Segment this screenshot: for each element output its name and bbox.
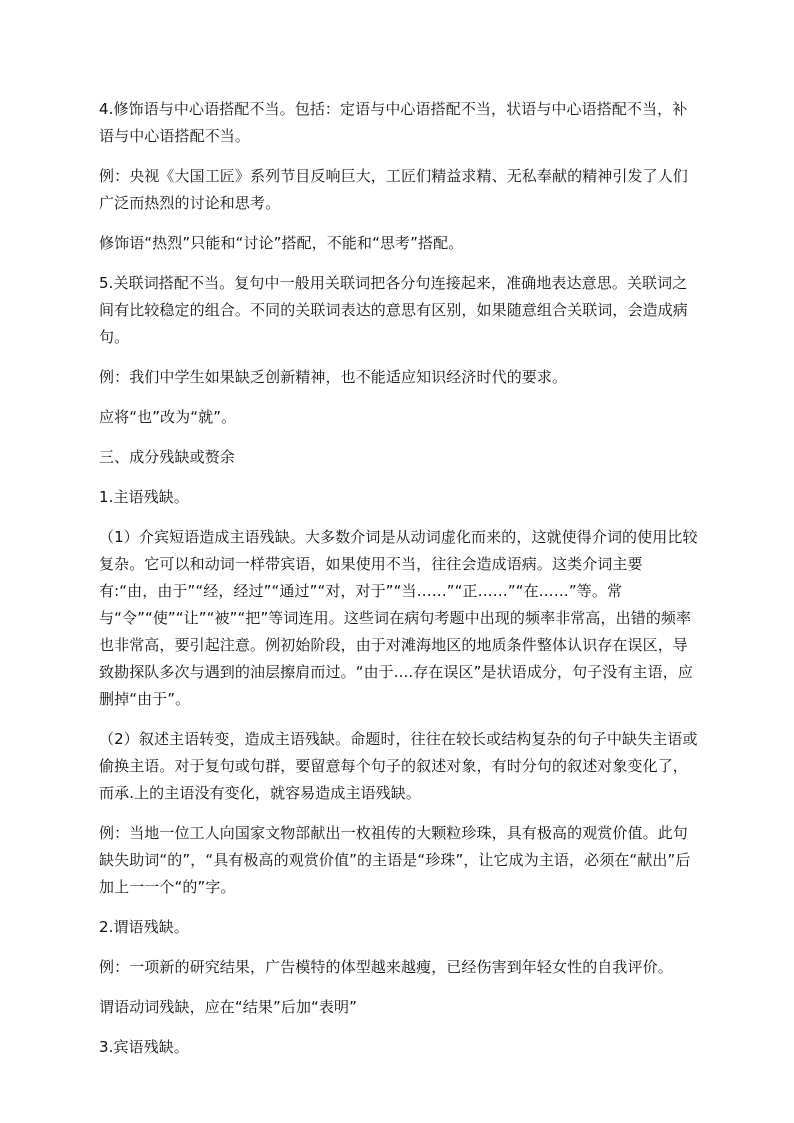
paragraph-subject-shift: （2）叙述主语转变，造成主语残缺。命题时，往往在较长或结构复杂的句子中缺失主语或偷换主语。对于复句或句群，要留意每个句子的叙述对象，有时分句的叙述对象变化了，而承.上的主语没有变化，就容易造成主语残缺。	[99, 730, 698, 802]
section-heading-missing-components: 三、成分残缺或赘余	[99, 448, 235, 466]
paragraph-modifier-note: 修饰语“热烈”只能和“讨论”搭配，不能和“思考”搭配。	[99, 234, 464, 252]
subheading-missing-predicate: 2.谓语残缺。	[99, 918, 190, 936]
subheading-missing-subject: 1.主语残缺。	[99, 488, 190, 506]
document-body	[99, 96, 699, 1074]
paragraph-example-pearl: 例：当地一位工人向国家文物部献出一枚祖传的大颗粒珍珠，具有极高的观赏价值。此句缺失助词“的”，“具有极高的观赏价值”的主语是“珍珠”，让它成为主语，必须在“献出”后加上一一个“的”字。	[99, 824, 691, 896]
paragraph-modifier-mismatch: 4.修饰语与中心语搭配不当。包括：定语与中心语搭配不当，状语与中心语搭配不当，补语与中心语搭配不当。	[99, 100, 688, 145]
paragraph-predicate-fix: 谓语动词残缺，应在“结果”后加“表明”	[99, 998, 357, 1016]
paragraph-example-model: 例：一项新的研究结果，广告模特的体型越来越瘦，已经伤害到年轻女性的自我评价。	[99, 958, 673, 976]
paragraph-preposition-phrase: （1）介宾短语造成主语残缺。大多数介词是从动词虚化而来的，这就使得介词的使用比较复杂。它可以和动词一样带宾语，如果使用不当，往往会造成语病。这类介词主要有:“由，由于”“经，经过”“通过”“对，对于”“当……”“正……”“在……”等。常与“令”“使”“让”“被”“把”等词连用。这些词在病句考题中出现的频率非常高，出错的频率也非常高，要引起注意。例初始阶段，由于对滩海地区的地质条件整体认识存在误区，导致勘探队多次与遇到的油层擦肩而过。“由于....存在误区”是状语成分，句子没有主语，应删掉“由于”。	[99, 528, 698, 708]
paragraph-example-innovation: 例：我们中学生如果缺乏创新精神，也不能适应知识经济时代的要求。	[99, 368, 568, 386]
paragraph-example-great-craftsmen: 例：央视《大国工匠》系列节目反响巨大，工匠们精益求精、无私奉献的精神引发了人们广泛而热烈的讨论和思考。	[99, 167, 688, 212]
paragraph-conjunction-fix: 应将“也”改为“就”。	[99, 408, 237, 426]
paragraph-conjunction-mismatch: 5.关联词搭配不当。复句中一般用关联词把各分句连接起来，准确地表达意思。关联词之间有比较稳定的组合。不同的关联词表达的意思有区别，如果随意组合关联词，会造成病句。	[99, 274, 688, 346]
subheading-missing-object: 3.宾语残缺。	[99, 1038, 190, 1056]
